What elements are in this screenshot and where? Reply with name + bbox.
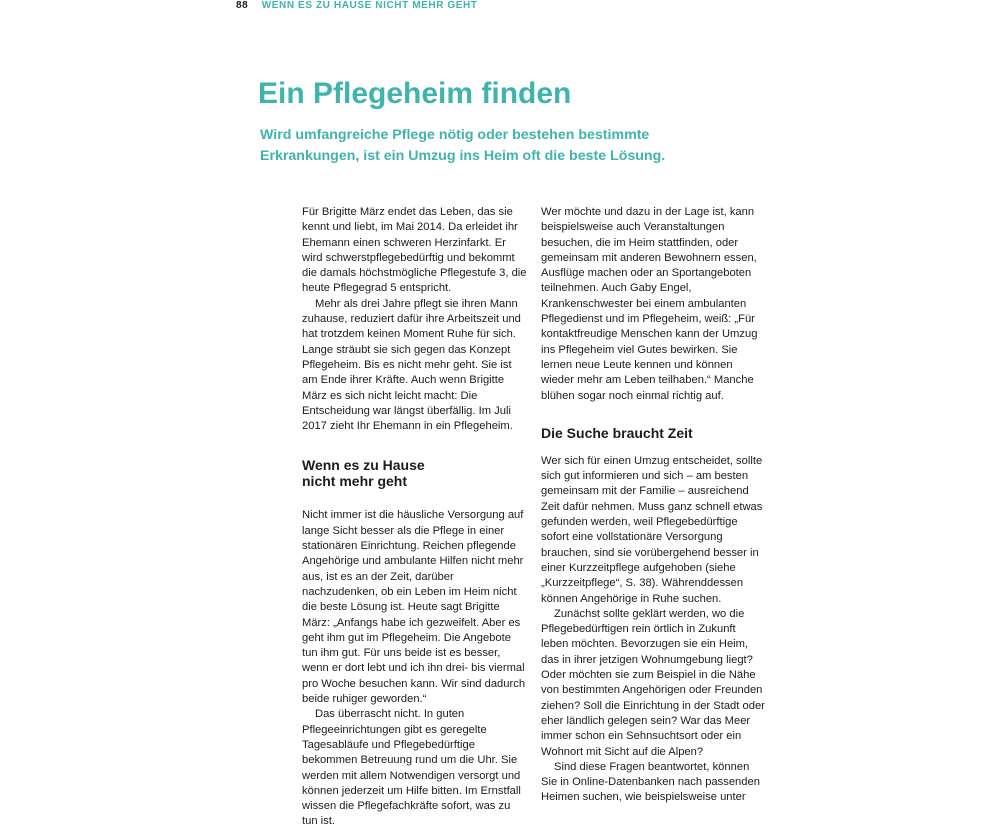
paragraph: Für Brigitte März endet das Leben, das sie kennt und liebt, im Mai 2014. Da erleidet ihr Ehemann einen schweren Herzinfarkt. Er wird schwerstpflegebedürftig und bekommt die damals höchstmögliche Pflegestufe 3, die heute Pflegegrad 5 entspricht. bbox=[302, 206, 527, 295]
running-title: WENN ES ZU HAUSE NICHT MEHR GEHT bbox=[261, 0, 478, 11]
paragraph: Sind diese Fragen beantwortet, können Sie in Online-Datenbanken nach passenden Heimen suchen, wie beispielsweise unter bbox=[541, 760, 760, 804]
section-heading-home bbox=[302, 457, 527, 489]
article-title: Ein Pflegeheim finden bbox=[258, 77, 572, 110]
paragraph: Wer möchte und dazu in der Lage ist, kann beispielsweise auch Veranstaltungen besuchen, die im Heim stattfinden, oder gemeinsam mit anderen Bewohnern essen, Ausflüge machen oder an Sportangeboten teilnehmen. Auch Gaby Engel, Krankenschwester bei einem ambulanten Pflegedienst und im Pflegeheim, weiß: „Für kontaktfreudige Menschen kann der Umzug ins Pflegeheim viel Gutes bewirken. Sie lernen neue Leute kennen und können wieder mehr am Leben teilhaben.“ Manche blühen sogar noch einmal richtig auf. bbox=[541, 206, 758, 402]
article-lead: Wird umfangreiche Pflege nötig oder bestehen bestimmte Erkrankungen, ist ein Umzug ins Heim oft die beste Lösung. bbox=[260, 127, 666, 164]
running-header bbox=[236, 0, 478, 12]
heading-line: nicht mehr geht bbox=[302, 473, 408, 490]
left-column bbox=[302, 205, 527, 830]
section-heading-search: Die Suche braucht Zeit bbox=[541, 424, 693, 441]
paragraph: Zunächst sollte geklärt werden, wo die Pflegebedürftigen rein örtlich in Zukunft leben möchten. Bevorzugen sie ein Heim, das in ihrer jetzigen Wohnumgebung liegt? Oder möchten sie zum Beispiel in die Nähe von bestimmten Angehörigen oder Freunden ziehen? Soll die Einrichtung in der Stadt oder eher ländlich gelegen sein? War das Meer immer schon ein Sehnsuchtsort oder ein Wohnort mit Sicht auf die Alpen? bbox=[541, 607, 765, 758]
paragraph: Nicht immer ist die häusliche Versorgung auf lange Sicht besser als die Pflege in einer stationären Einrichtung. Reichen pflegende Angehörige und ambulante Hilfen nicht mehr aus, ist es an der Zeit, darüber nachzudenken, ob ein Leben im Heim nicht die beste Lösung ist. Heute sagt Brigitte März: „Anfangs habe ich gezweifelt. Aber es geht ihm gut im Pflegeheim. Die Angebote tun ihm gut. Für uns beide ist es besser, wenn er dort lebt und ich ihn drei- bis viermal pro Woche besuchen kann. Wir sind dadurch beide ruhiger geworden.“ bbox=[302, 509, 526, 706]
heading-line: Wenn es zu Hause bbox=[302, 457, 425, 474]
paragraph: Wer sich für einen Umzug entscheidet, sollte sich gut informieren und sich – am besten gemeinsam mit der Familie – ausreichend Zeit dafür nehmen. Muss ganz schnell etwas gefunden werden, weil Pflegebedürftige sofort eine vollstationäre Versorgung brauchen, sind sie vorübergehend besser in einer Kurzzeitpflege aufgehoben (siehe „Kurzzeitpflege“, S. 38). Währenddessen können Angehörige in Ruhe suchen. bbox=[541, 454, 763, 605]
paragraph: Mehr als drei Jahre pflegt sie ihren Mann zuhause, reduziert dafür ihre Arbeitszeit und hat trotzdem keinen Moment Ruhe für sich. Lange sträubt sie sich gegen das Konzept Pflegeheim. Bis es nicht mehr geht. Sie ist am Ende ihrer Kräfte. Auch wenn Brigitte März es sich nicht leicht macht: Die Entscheidung war längst überfällig. Im Juli 2017 zieht Ihr Ehemann in ein Pflegeheim. bbox=[302, 297, 521, 433]
page-number: 88 bbox=[236, 0, 249, 11]
right-column bbox=[541, 205, 766, 806]
paragraph: Das überrascht nicht. In guten Pflegeeinrichtungen gibt es geregelte Tagesabläufe und Pflegebedürftige bekommen Betreuung rund um die Uhr. Sie werden mit allem Notwendigen versorgt und können jederzeit um Hilfe bitten. Im Ernstfall wissen die Pflegefachkräfte sofort, was zu tun ist. bbox=[302, 708, 521, 828]
